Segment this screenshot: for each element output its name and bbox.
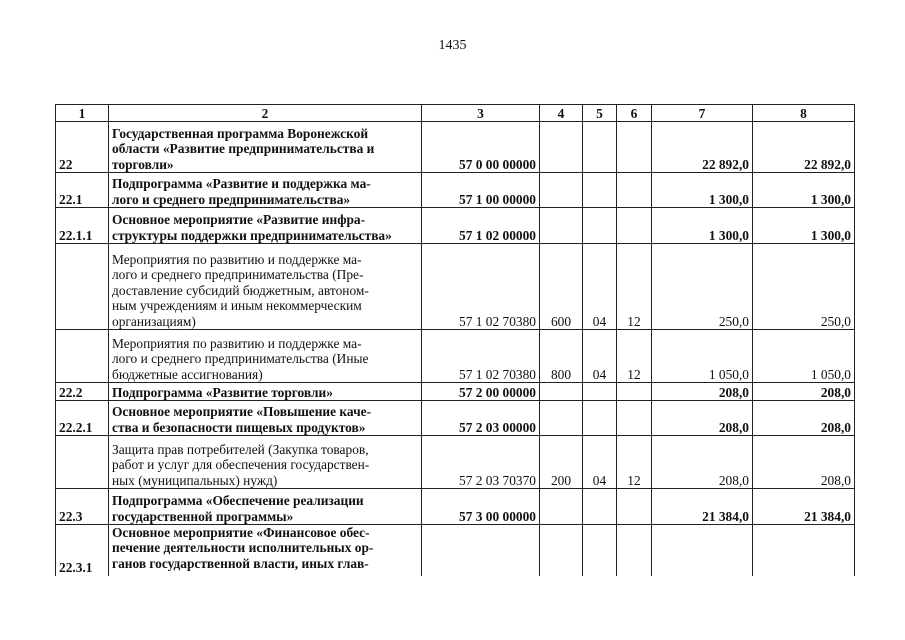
column-header: 1: [56, 105, 109, 122]
row-number: 22.2.1: [56, 401, 109, 436]
subsection-code: 12: [617, 244, 652, 330]
column-header: 7: [652, 105, 753, 122]
budget-code: 57 1 02 00000: [422, 208, 540, 244]
table-row: [56, 122, 855, 173]
row-description: Подпрограмма «Развитие торговли»: [109, 383, 422, 401]
subsection-code: [617, 401, 652, 436]
budget-code: 57 0 00 00000: [422, 122, 540, 173]
row-number: 22.2: [56, 383, 109, 401]
section-code: [583, 208, 617, 244]
section-code: [583, 489, 617, 525]
amount-col7: 22 892,0: [652, 122, 753, 173]
column-header: 8: [753, 105, 855, 122]
amount-col7: 1 050,0: [652, 330, 753, 383]
row-description: Подпрограмма «Развитие и поддержка ма- лого и среднего предпринимательства»: [109, 173, 422, 208]
budget-code: 57 2 03 70370: [422, 436, 540, 489]
subsection-code: [617, 122, 652, 173]
amount-col8: 1 050,0: [753, 330, 855, 383]
amount-col8: 208,0: [753, 436, 855, 489]
row-description: Основное мероприятие «Развитие инфра- структуры поддержки предпринимательства»: [109, 208, 422, 244]
table-row: [56, 330, 855, 383]
subsection-code: [617, 383, 652, 401]
expense-type: [540, 122, 583, 173]
row-number: [56, 244, 109, 330]
amount-col7: [652, 525, 753, 576]
amount-col8: 22 892,0: [753, 122, 855, 173]
budget-code: 57 1 02 70380: [422, 244, 540, 330]
row-number: 22.1.1: [56, 208, 109, 244]
expense-type: 800: [540, 330, 583, 383]
budget-code: 57 2 03 00000: [422, 401, 540, 436]
expense-type: [540, 383, 583, 401]
column-header: 4: [540, 105, 583, 122]
column-header: 6: [617, 105, 652, 122]
row-description: Государственная программа Воронежской области «Развитие предпринимательства и торговли»: [109, 122, 422, 173]
budget-code: 57 1 02 70380: [422, 330, 540, 383]
row-description: Мероприятия по развитию и поддержке ма- лого и среднего предпринимательства (Пре- доставление субсидий бюджетным, автоном- ным учреждениям и иным некоммерческим организациям): [109, 244, 422, 330]
expense-type: [540, 489, 583, 525]
expense-type: [540, 401, 583, 436]
section-code: 04: [583, 244, 617, 330]
table-row: [56, 525, 855, 576]
table-row: [56, 436, 855, 489]
subsection-code: [617, 525, 652, 576]
amount-col8: 208,0: [753, 401, 855, 436]
subsection-code: 12: [617, 436, 652, 489]
section-code: 04: [583, 436, 617, 489]
row-description: Основное мероприятие «Повышение каче- ства и безопасности пищевых продуктов»: [109, 401, 422, 436]
column-header: 5: [583, 105, 617, 122]
row-description: Основное мероприятие «Финансовое обес- печение деятельности исполнительных ор- ганов государственной власти, иных глав-: [109, 525, 422, 576]
table-row: [56, 489, 855, 525]
row-number: 22: [56, 122, 109, 173]
amount-col8: 208,0: [753, 383, 855, 401]
budget-code: 57 2 00 00000: [422, 383, 540, 401]
row-number: 22.3.1: [56, 525, 109, 576]
budget-code: 57 3 00 00000: [422, 489, 540, 525]
subsection-code: 12: [617, 330, 652, 383]
table-row: [56, 383, 855, 401]
expense-type: 600: [540, 244, 583, 330]
subsection-code: [617, 489, 652, 525]
amount-col8: 1 300,0: [753, 173, 855, 208]
row-number: 22.1: [56, 173, 109, 208]
table-row: [56, 173, 855, 208]
row-number: 22.3: [56, 489, 109, 525]
section-code: [583, 401, 617, 436]
row-description: Подпрограмма «Обеспечение реализации государственной программы»: [109, 489, 422, 525]
amount-col8: [753, 525, 855, 576]
table-row: [56, 208, 855, 244]
amount-col7: 208,0: [652, 383, 753, 401]
amount-col7: 1 300,0: [652, 173, 753, 208]
expense-type: [540, 208, 583, 244]
amount-col7: 208,0: [652, 401, 753, 436]
amount-col8: 1 300,0: [753, 208, 855, 244]
budget-code: [422, 525, 540, 576]
expense-type: 200: [540, 436, 583, 489]
section-code: [583, 383, 617, 401]
table-row: [56, 401, 855, 436]
section-code: [583, 525, 617, 576]
budget-code: 57 1 00 00000: [422, 173, 540, 208]
column-header: 2: [109, 105, 422, 122]
expense-type: [540, 173, 583, 208]
column-header: 3: [422, 105, 540, 122]
row-number: [56, 436, 109, 489]
header-row: [56, 105, 855, 122]
expense-type: [540, 525, 583, 576]
page-number: 1435: [438, 38, 467, 53]
amount-col7: 250,0: [652, 244, 753, 330]
table-row: [56, 244, 855, 330]
section-code: [583, 122, 617, 173]
amount-col7: 208,0: [652, 436, 753, 489]
subsection-code: [617, 173, 652, 208]
row-description: Мероприятия по развитию и поддержке ма- лого и среднего предпринимательства (Иные бюджетные ассигнования): [109, 330, 422, 383]
amount-col8: 250,0: [753, 244, 855, 330]
budget-table: [55, 104, 855, 576]
row-number: [56, 330, 109, 383]
amount-col7: 1 300,0: [652, 208, 753, 244]
amount-col8: 21 384,0: [753, 489, 855, 525]
amount-col7: 21 384,0: [652, 489, 753, 525]
section-code: 04: [583, 330, 617, 383]
section-code: [583, 173, 617, 208]
subsection-code: [617, 208, 652, 244]
row-description: Защита прав потребителей (Закупка товаров, работ и услуг для обеспечения государствен- ных (муниципальных) нужд): [109, 436, 422, 489]
